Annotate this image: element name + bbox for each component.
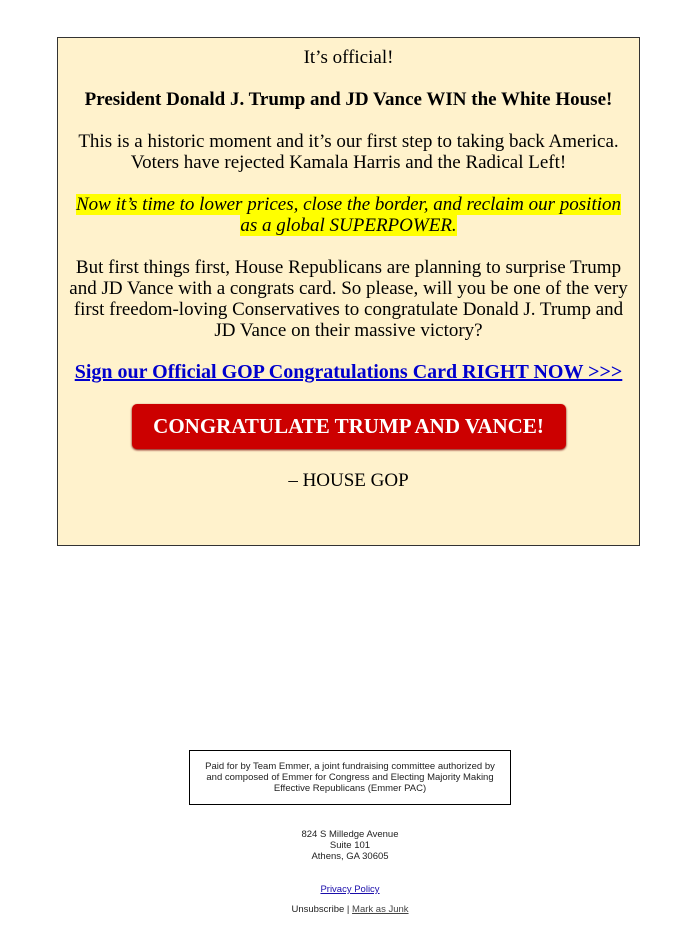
address-line: 824 S Milledge Avenue: [301, 829, 399, 840]
address-line: Athens, GA 30605: [311, 851, 389, 862]
highlight-paragraph: [68, 194, 629, 236]
separator: |: [346, 904, 350, 915]
address-line: Suite 101: [329, 840, 371, 851]
link-paragraph: [68, 362, 629, 383]
mailing-address: [0, 829, 700, 862]
paragraph-1: This is a historic moment and it’s our first step to taking back America. Voters have rejected Kamala Harris and the Radical Left!: [78, 131, 619, 173]
paid-for-disclaimer: Paid for by Team Emmer, a joint fundraising committee authorized by and composed of Emmer for Congress and Electing Majority Making Effective Republicans (Emmer PAC): [189, 750, 511, 805]
sign-card-link[interactable]: Sign our Official GOP Congratulations Card RIGHT NOW >>>: [74, 361, 623, 383]
intro-text: It’s official!: [303, 47, 394, 68]
headline: President Donald J. Trump and JD Vance WIN the White House!: [84, 89, 613, 110]
unsubscribe-row: [0, 904, 700, 915]
paragraph-2: But first things first, House Republicans are planning to surprise Trump and JD Vance with a congrats card. So please, will you be one of the very first freedom-loving Conservatives to congratulate Donald J. Trump and JD Vance on their massive victory?: [69, 257, 628, 341]
congratulate-button[interactable]: CONGRATULATE TRUMP AND VANCE!: [132, 404, 566, 449]
unsubscribe-text[interactable]: Unsubscribe: [291, 904, 345, 915]
highlighted-text: Now it’s time to lower prices, close the border, and reclaim our position as a global SUPERPOWER.: [76, 194, 621, 236]
mark-as-junk-link[interactable]: Mark as Junk: [352, 904, 409, 915]
email-card: [57, 37, 640, 546]
signoff: – HOUSE GOP: [288, 470, 409, 491]
privacy-policy-link[interactable]: Privacy Policy: [320, 884, 380, 895]
